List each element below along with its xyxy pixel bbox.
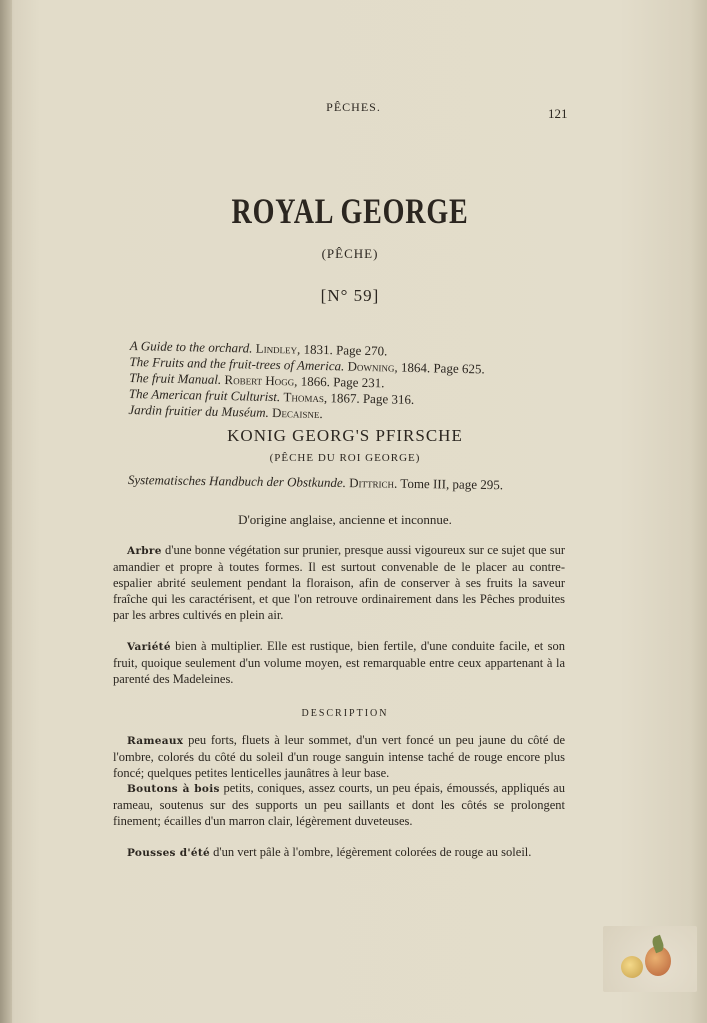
reference-author: Thomas: [283, 389, 325, 406]
reference-work: The Fruits and the fruit-trees of America.: [129, 353, 345, 374]
reference-author: Decaisne: [271, 404, 320, 421]
paragraph-lead: Boutons à bois: [127, 783, 220, 795]
german-reference-work: Systematisches Handbuch der Obstkunde.: [127, 472, 347, 491]
reference-list: [128, 338, 550, 427]
paragraph-text: d'une bonne végétation sur prunier, presque aussi vigoureux sur ce sujet que sur amandier et propre à toutes formes. Il est surtout convenable de le placer au contre-espalier abrité seulement pendant la floraison, afin de conserver à ses fruits la saveur fraîche qui les caractérisent, et que l'on retrouve ordinairement dans les Pêches produites par les arbres cultivés en plein air.: [113, 543, 565, 622]
page-number: 121: [548, 106, 568, 121]
paragraph-lead: Arbre: [127, 545, 162, 557]
fruit-watermark: [603, 926, 697, 992]
reference-detail: , 1864. Page 625.: [394, 359, 485, 377]
paragraph-text: peu forts, fluets à leur sommet, d'un vert foncé un peu jaune du côté de l'ombre, colorés du côté du soleil d'un rouge sanguin intense taché de rouge encore plus foncé; quelques petites lenticelles jaunâtres à leur base.: [113, 733, 565, 780]
entry-number: [N° 59]: [320, 286, 380, 305]
fruit-shape: [621, 956, 643, 978]
paragraph-variete: [113, 638, 565, 687]
reference-author: Robert Hogg: [224, 371, 295, 389]
paragraph-pousses: [113, 844, 565, 861]
running-head: PÊCHES.: [326, 100, 381, 114]
reference-detail: , 1831. Page 270.: [296, 341, 388, 359]
paragraph-lead: Rameaux: [127, 735, 184, 747]
fruit-kind: (PÊCHE): [321, 246, 379, 261]
german-name: KONIG GEORG'S PFIRSCHE: [227, 426, 463, 445]
german-reference-detail: . Tome III, page 295.: [393, 475, 504, 493]
reference-detail: , 1866. Page 231.: [294, 373, 385, 391]
paragraph-text: bien à multiplier. Elle est rustique, bien fertile, d'une conduite facile, et son fruit, quoique seulement d'un volume moyen, est remarquable entre ceux appartenant à la parenté des Madeleines.: [113, 639, 565, 686]
paragraph-boutons: [113, 780, 565, 829]
reference-work: Jardin fruitier du Muséum.: [128, 401, 269, 420]
paragraph-arbre: [113, 542, 565, 623]
section-heading-description: DESCRIPTION: [301, 708, 389, 719]
paragraph-text: d'un vert pâle à l'ombre, légèrement colorées de rouge au soleil.: [210, 845, 532, 859]
paragraph-lead: Variété: [127, 641, 171, 653]
german-name-translation: (PÊCHE DU ROI GEORGE): [269, 452, 421, 464]
paragraph-lead: Pousses d'été: [127, 847, 210, 859]
origin-line: D'origine anglaise, ancienne et inconnue.: [238, 512, 452, 527]
reference-work: The fruit Manual.: [129, 369, 222, 387]
german-reference: [128, 472, 568, 494]
paragraph-rameaux: [113, 732, 565, 781]
reference-work: A Guide to the orchard.: [129, 338, 253, 356]
reference-work: The American fruit Culturist.: [128, 385, 281, 405]
reference-author: Downing: [347, 358, 395, 375]
reference-detail: .: [319, 405, 323, 422]
paragraph-text: petits, coniques, assez courts, un peu épais, émoussés, appliqués au rameau, soutenus sur des supports un peu saillants et dont les côtés se prolongent finement; écailles d'un marron clair, légèrement duveteuses.: [113, 781, 565, 828]
reference-author: Lindley: [255, 340, 298, 357]
page-title: ROYAL GEORGE: [231, 191, 469, 231]
german-reference-author: Dittrich: [349, 475, 395, 491]
reference-detail: , 1867. Page 316.: [323, 390, 415, 407]
